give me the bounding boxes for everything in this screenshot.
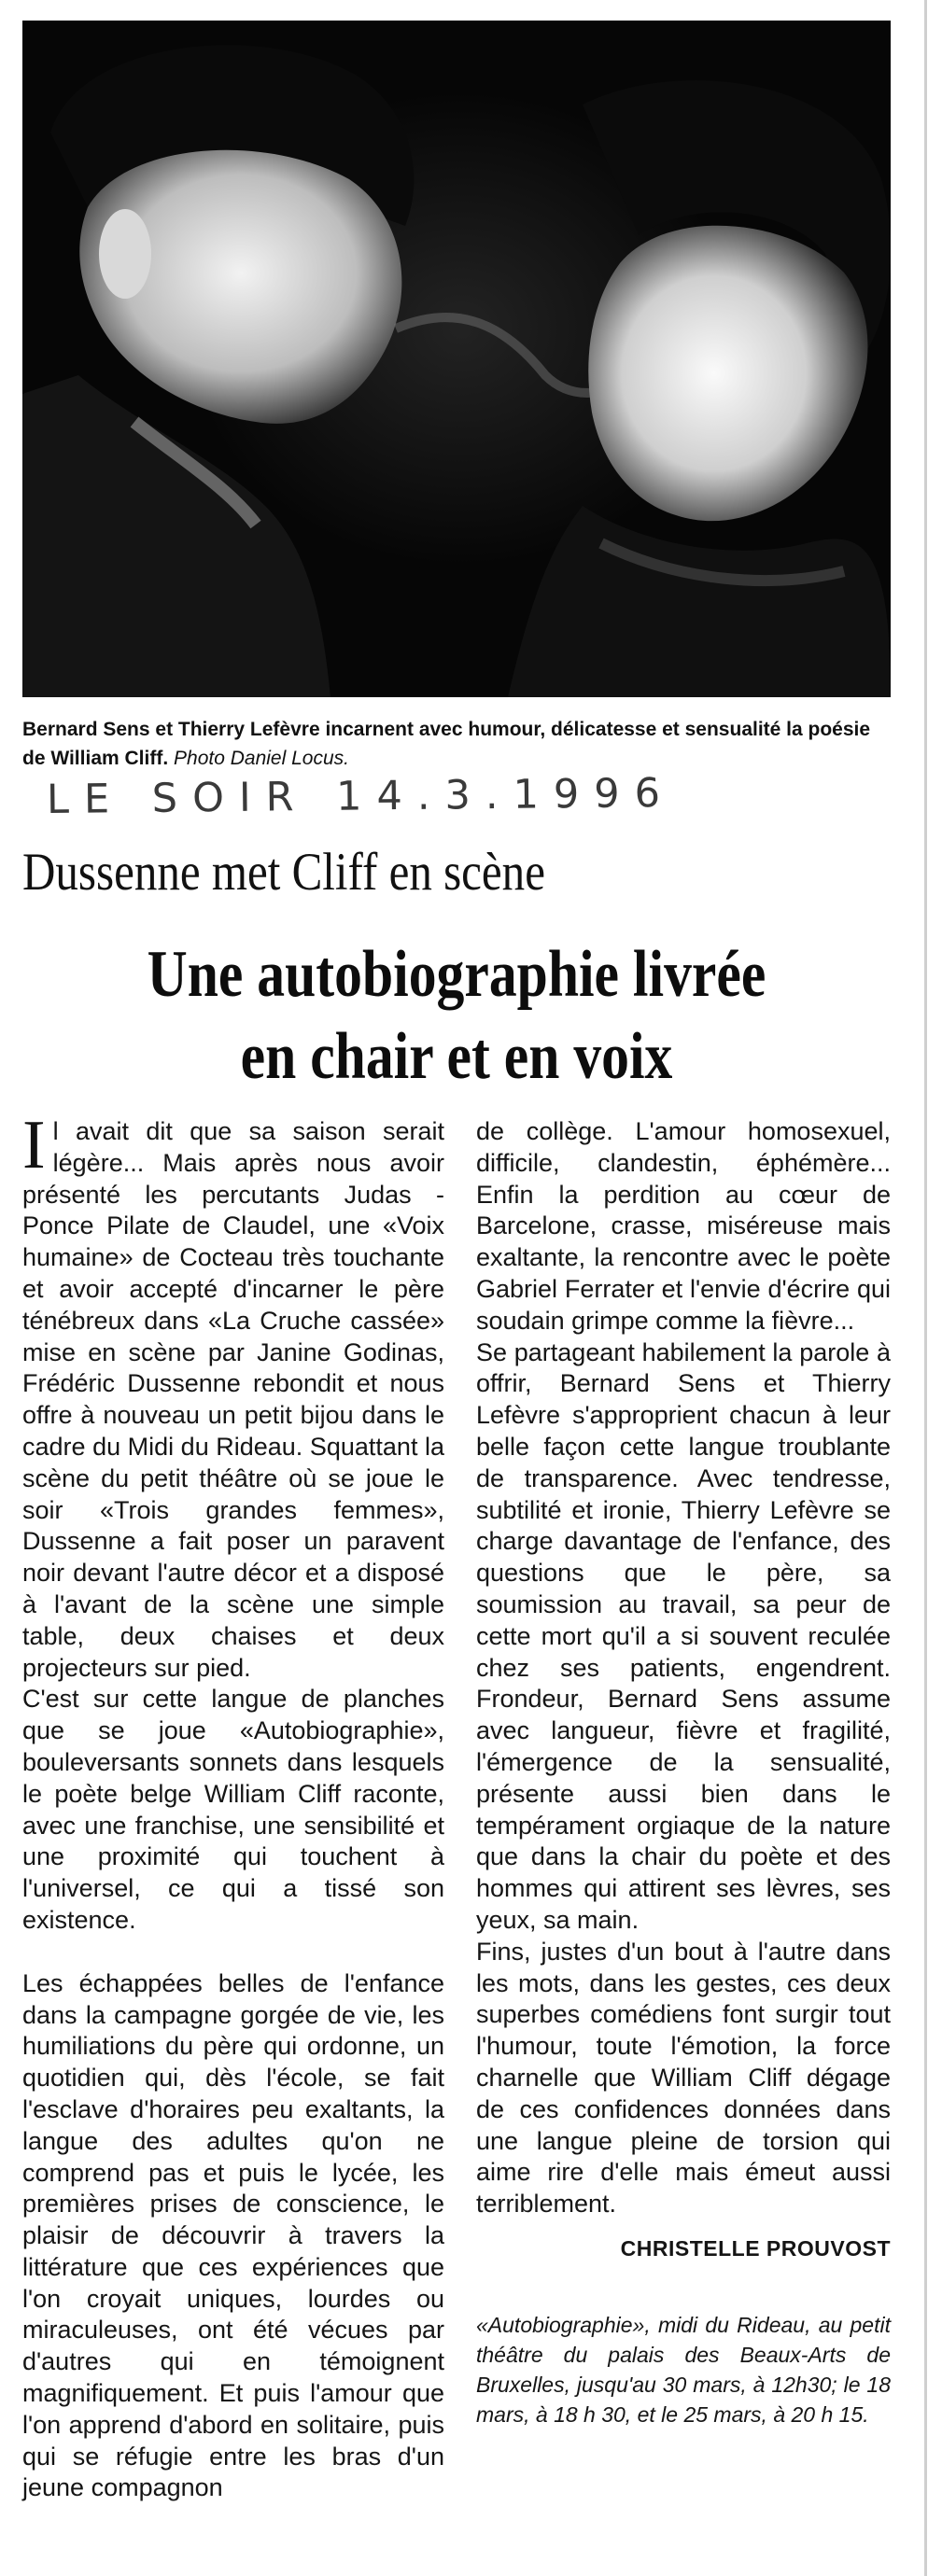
paragraph-3-continued: de collège. L'amour homosexuel, difficile, clandestin, éphémère... Enfin la perdition au cœur de Barcelone, crasse, miséreuse mais exaltante, la rencontre avec le poète Gabriel Ferrater et l'envie d'écrire qui soudain grimpe comme la fièvre... xyxy=(476,1117,891,1335)
photo-credit: Photo Daniel Locus. xyxy=(174,748,349,769)
photo-caption xyxy=(22,715,891,773)
paragraph-4: Se partageant habilement la parole à offrir, Bernard Sens et Thierry Lefèvre s'approprient chacun à leur belle façon cette langue troublante de transparence. Avec tendresse, subtilité et ironie, Thierry Lefèvre se charge davantage de l'enfance, des questions que le père, sa soumission au travail, sa peur de cette mort qu'il a si souvent reculée chez ses patients, engendrent. Frondeur, Bernard Sens assume avec langueur, fièvre et fragilité, l'émergence de la sensualité, présente aussi bien dans le tempérament orgiaque de la nature que dans la chair du poète et des hommes qui attirent ses lèvres, ses yeux, sa main. xyxy=(476,1337,891,1934)
caption-text: Bernard Sens et Thierry Lefèvre incarnent avec humour, délicatesse et sensualité la poésie de William Cliff. xyxy=(22,719,871,769)
headline-line-2: en chair et en voix xyxy=(240,1020,673,1093)
paragraph-2: C'est sur cette langue de planches que se joue «Autobiographie», bouleversants sonnets dans lesquels le poète belge William Cliff raconte, avec une franchise, une sensibilité et une proximité qui touchent à l'universel, ce qui a tissé son existence. xyxy=(22,1685,444,1934)
paragraph-3: Les échappées belles de l'enfance dans la campagne gorgée de vie, les humiliations du père qui ordonne, un quotidien qui, dès l'école, se fait l'esclave d'horaires peu exaltants, la langue des adultes qu'on ne comprend pas et puis le lycée, les premières prises de conscience, le plaisir de découvrir à travers la littérature que ces expériences que l'on croyait uniques, lourdes ou miraculeuses, ont été vécues par d'autres qui en témoignent magnifiquement. Et puis l'amour que l'on apprend d'abord en solitaire, puis qui se réfugie entre les bras d'un jeune compagnon xyxy=(22,1968,444,2502)
paragraph-5: Fins, justes d'un bout à l'autre dans les mots, dans les gestes, ces deux superbes comédiens font surgir tout l'humour, toute l'émotion, la force charnelle que William Cliff dégage de ces confidences données dans une langue pleine de torsion qui aime rire d'elle mais émeut aussi terriblement. xyxy=(476,1937,891,2219)
two-actors-photo xyxy=(22,21,891,697)
scan-edge-line xyxy=(924,0,927,2576)
handwritten-date-annotation: LE SOIR 14.3.1996 xyxy=(46,769,676,823)
article-column-left xyxy=(22,1107,444,2504)
author-byline: CHRISTELLE PROUVOST xyxy=(620,2235,891,2261)
drop-cap: I xyxy=(22,1107,46,1183)
paragraph-1 xyxy=(22,1107,444,1684)
performance-info: «Autobiographie», midi du Rideau, au petit théâtre du palais des Beaux-Arts de Bruxelles, jusqu'au 30 mars, à 12h30; le 18 mars, à 18 h 30, et le 25 mars, à 20 h 15. xyxy=(476,2312,891,2427)
article-kicker: Dussenne met Cliff en scène xyxy=(22,843,545,902)
photo-illustration xyxy=(22,21,891,697)
article-headline xyxy=(22,933,891,1098)
headline-line-1: Une autobiographie livrée xyxy=(147,938,766,1011)
paragraph-1-text: l avait dit que sa saison serait légère... Mais après nous avoir présenté les percutants Judas - Ponce Pilate de Claudel, une «Voix humaine» de Cocteau très touchante et avoir accepté d'incarner le père ténébreux dans «La Cruche cassée» mise en scène par Janine Godinas, Frédéric Dussenne rebondit et nous offre à nouveau un petit bijou dans le cadre du Midi du Rideau. Squattant la scène du petit théâtre où se joue le soir «Trois grandes femmes», Dussenne a fait poser un paravent noir devant l'autre décor et a disposé à l'avant de la scène une simple table, deux chaises et deux projecteurs sur pied. xyxy=(22,1117,444,1682)
article-column-right xyxy=(476,1116,891,2429)
